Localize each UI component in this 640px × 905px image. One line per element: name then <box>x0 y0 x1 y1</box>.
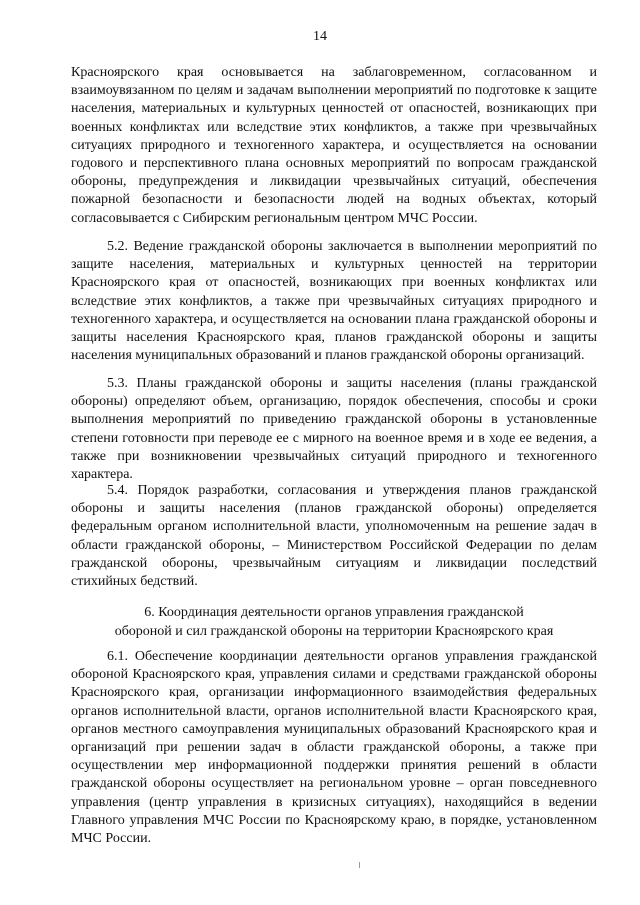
paragraph-6-1: 6.1. Обеспечение координации деятельности органов управления гражданской обороной Красноярского края, управления силами и средствами гражданской обороны Красноярского края, организации информационного взаимодействия федеральных органов исполнительной власти, органов исполнительной власти Красноярского края, органов местного самоуправления муниципальных образований Красноярского края и организаций при решении задач в области гражданской обороны, а также при осуществлении мер информационной поддержки принятия решений в области гражданской обороны осуществляет на региональном уровне – орган повседневного управления (центр управления в кризисных ситуациях), находящийся в ведении Главного управления МЧС России по Красноярскому краю, в порядке, установленном МЧС России. <box>71 649 597 847</box>
paragraph-5-2: 5.2. Ведение гражданской обороны заключается в выполнении мероприятий по защите населения, материальных и культурных ценностей на территории Красноярского края от опасностей, возникающих при военных конфликтах или вследствие этих конфликтов, а также при чрезвычайных ситуациях природного и техногенного характера, и осуществляется на основании плана гражданской обороны и защиты населения Красноярского края, планов гражданской обороны и защиты населения муниципальных образований и планов гражданской обороны организаций. <box>71 239 597 364</box>
paragraph-continuation: Красноярского края основывается на заблаговременном, согласованном и взаимоувязанном по целям и задачам выполнении мероприятий по подготовке к защите населения, материальных и культурных ценностей от опасностей, возникающих при военных конфликтах или вследствие этих конфликтов, а также при чрезвычайных ситуациях природного и техногенного характера, и осуществляется на основании годового и перспективного плана основных мероприятий по вопросам гражданской обороны, предупреждения и ликвидации чрезвычайных ситуаций, обеспечения пожарной безопасности и безопасности людей на водных объектах, который согласовывается с Сибирским региональным центром МЧС России. <box>71 65 597 226</box>
paragraph-5-4: 5.4. Порядок разработки, согласования и утверждения планов гражданской обороны и защиты населения (планов гражданской обороны) определяется федеральным органом исполнительной власти, уполномоченным на решение задач в области гражданской обороны, – Министерством Российской Федерации по делам гражданской обороны, чрезвычайным ситуациям и ликвидации последствий стихийных бедствий. <box>71 483 597 590</box>
page-number: 14 <box>313 29 327 44</box>
scan-artifact-mark <box>359 862 360 868</box>
section-heading-6 <box>71 603 597 641</box>
paragraph-5-3: 5.3. Планы гражданской обороны и защиты населения (планы гражданской обороны) определяют объем, организацию, порядок обеспечения, способы и сроки выполнения мероприятий по приведению гражданской обороны в установленные степени готовности при переводе ее с мирного на военное время и в ходе ее ведения, а также при возникновении чрезвычайных ситуаций природного и техногенного характера. <box>71 376 597 483</box>
section-heading-line-2: обороной и сил гражданской обороны на территории Красноярского края <box>114 624 554 639</box>
section-heading-line-1: 6. Координация деятельности органов управления гражданской <box>144 605 524 620</box>
